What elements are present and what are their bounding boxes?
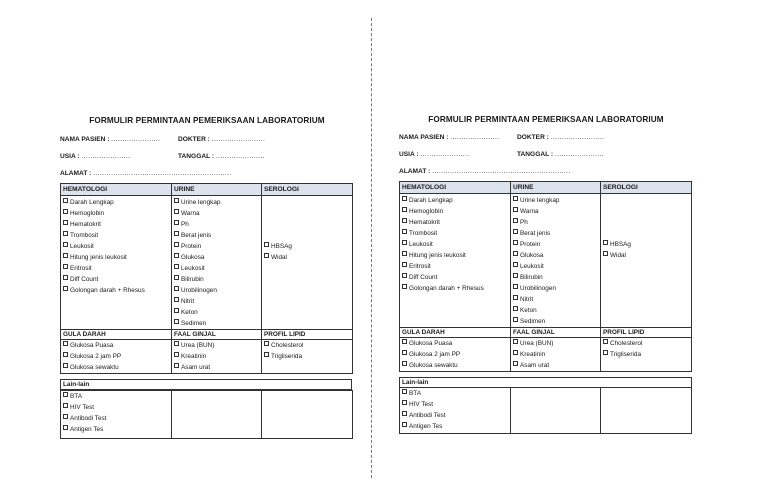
address-label: ALAMAT : xyxy=(60,170,92,177)
date-label: TANGGAL : xyxy=(178,153,215,160)
checkbox-item[interactable]: BTA xyxy=(402,388,508,399)
checkbox-icon[interactable] xyxy=(174,319,179,324)
checkbox-item[interactable]: Urea (BUN) xyxy=(174,340,259,351)
checkbox-icon[interactable] xyxy=(513,196,518,201)
address-blank: .............................................................. xyxy=(93,170,232,177)
checkbox-item[interactable]: HBSAg xyxy=(603,239,689,250)
doctor-blank: ........................ xyxy=(550,134,605,141)
checkbox-icon[interactable] xyxy=(513,295,518,300)
patient-name-field[interactable] xyxy=(60,136,160,143)
header-faal-ginjal: FAAL GINJAL xyxy=(511,328,601,338)
header-urine: URINE xyxy=(511,182,601,194)
checkbox-item[interactable]: Bilirubin xyxy=(513,272,598,283)
header-urine: URINE xyxy=(172,184,262,196)
checkbox-item[interactable]: Warna xyxy=(513,206,598,217)
checkbox-item[interactable]: Glukosa Puasa xyxy=(63,340,169,351)
header-profil-lipid: PROFIL LIPID xyxy=(601,328,692,338)
checkbox-item[interactable]: Sedimen xyxy=(513,316,598,327)
checkbox-item[interactable]: Hitung jenis leukosit xyxy=(402,250,508,261)
checkbox-item[interactable]: Glukosa sewaktu xyxy=(402,360,508,371)
checkbox-icon[interactable] xyxy=(63,352,68,357)
checkbox-icon[interactable] xyxy=(174,363,179,368)
checkbox-icon[interactable] xyxy=(174,264,179,269)
checkbox-item[interactable]: Warna xyxy=(174,208,259,219)
doctor-field[interactable] xyxy=(178,136,265,143)
checkbox-item[interactable]: Hematokrit xyxy=(63,219,169,230)
address-blank: .............................................................. xyxy=(432,168,571,175)
checkbox-item[interactable]: Trombosit xyxy=(63,230,169,241)
checkbox-icon[interactable] xyxy=(63,363,68,368)
checkbox-icon[interactable] xyxy=(402,262,407,267)
age-blank: ...................... xyxy=(81,153,131,160)
checkbox-item[interactable]: Cholesterol xyxy=(603,338,689,349)
checkbox-item[interactable]: Golongan darah + Rhesus xyxy=(63,285,169,296)
checkbox-item[interactable]: Glukosa xyxy=(174,252,259,263)
age-label: USIA : xyxy=(399,151,419,158)
checkbox-icon[interactable] xyxy=(603,251,608,256)
test-table-bottom xyxy=(60,390,353,439)
checkbox-item[interactable]: Darah Lengkap xyxy=(402,195,508,206)
checkbox-icon[interactable] xyxy=(603,240,608,245)
checkbox-icon[interactable] xyxy=(402,218,407,223)
checkbox-item[interactable]: Urobilinogen xyxy=(513,283,598,294)
checkbox-item[interactable]: Urine lengkap xyxy=(513,195,598,206)
checkbox-item[interactable]: Asam urat xyxy=(174,362,259,373)
checkbox-item[interactable]: BTA xyxy=(63,391,169,402)
checkbox-item[interactable]: Widal xyxy=(603,250,689,261)
empty-cell xyxy=(172,391,262,439)
checkbox-item[interactable]: Golongan darah + Rhesus xyxy=(402,283,508,294)
lain-lain-list xyxy=(61,391,172,439)
checkbox-item[interactable]: Kreatinin xyxy=(513,349,598,360)
header-profil-lipid: PROFIL LIPID xyxy=(262,330,353,340)
date-field[interactable] xyxy=(178,153,265,160)
checkbox-icon[interactable] xyxy=(63,392,68,397)
checkbox-item[interactable]: Antigen Tes xyxy=(402,421,508,432)
age-label: USIA : xyxy=(60,153,80,160)
test-table-top xyxy=(60,183,353,374)
checkbox-item[interactable]: Berat jenis xyxy=(513,228,598,239)
checkbox-icon[interactable] xyxy=(174,209,179,214)
checkbox-item[interactable]: Ph xyxy=(513,217,598,228)
hematologi-list xyxy=(61,196,172,330)
gula-darah-list xyxy=(400,338,511,372)
header-hematologi: HEMATOLOGI xyxy=(400,182,511,194)
checkbox-item[interactable]: Nitrit xyxy=(174,296,259,307)
checkbox-icon[interactable] xyxy=(264,253,269,258)
checkbox-icon[interactable] xyxy=(513,229,518,234)
checkbox-icon[interactable] xyxy=(63,242,68,247)
checkbox-item[interactable]: Asam urat xyxy=(513,360,598,371)
patient-name-blank: ...................... xyxy=(111,136,161,143)
checkbox-item[interactable]: Antigen Tes xyxy=(63,424,169,435)
urine-list xyxy=(511,194,601,328)
checkbox-item[interactable]: Ph xyxy=(174,219,259,230)
checkbox-item[interactable]: Widal xyxy=(264,252,350,263)
checkbox-item[interactable]: Glukosa xyxy=(513,250,598,261)
checkbox-item[interactable]: Glukosa 2 jam PP xyxy=(402,349,508,360)
checkbox-icon[interactable] xyxy=(63,414,68,419)
checkbox-icon[interactable] xyxy=(513,350,518,355)
checkbox-icon[interactable] xyxy=(603,350,608,355)
doctor-label: DOKTER : xyxy=(178,136,210,143)
checkbox-icon[interactable] xyxy=(63,209,68,214)
checkbox-icon[interactable] xyxy=(63,253,68,258)
checkbox-icon[interactable] xyxy=(402,284,407,289)
doctor-blank: ........................ xyxy=(211,136,266,143)
patient-name-label: NAMA PASIEN : xyxy=(60,136,110,143)
checkbox-icon[interactable] xyxy=(174,352,179,357)
doctor-label: DOKTER : xyxy=(517,134,549,141)
doctor-field[interactable] xyxy=(517,134,604,141)
checkbox-item[interactable]: Antibodi Test xyxy=(63,413,169,424)
checkbox-icon[interactable] xyxy=(174,198,179,203)
checkbox-item[interactable]: Hitung jenis leukosit xyxy=(63,252,169,263)
checkbox-icon[interactable] xyxy=(63,231,68,236)
checkbox-icon[interactable] xyxy=(402,389,407,394)
checkbox-icon[interactable] xyxy=(402,273,407,278)
empty-cell xyxy=(262,391,353,439)
checkbox-icon[interactable] xyxy=(174,242,179,247)
lain-lain-list xyxy=(400,388,511,434)
test-table-top xyxy=(399,181,692,372)
patient-name-blank: ...................... xyxy=(450,134,500,141)
checkbox-icon[interactable] xyxy=(513,284,518,289)
checkbox-icon[interactable] xyxy=(402,400,407,405)
checkbox-icon[interactable] xyxy=(63,341,68,346)
checkbox-icon[interactable] xyxy=(174,308,179,313)
checkbox-icon[interactable] xyxy=(402,196,407,201)
date-label: TANGGAL : xyxy=(517,151,554,158)
checkbox-icon[interactable] xyxy=(513,273,518,278)
serologi-list xyxy=(262,196,353,330)
checkbox-item[interactable]: Protein xyxy=(513,239,598,250)
checkbox-icon[interactable] xyxy=(174,275,179,280)
checkbox-item[interactable]: HBSAg xyxy=(264,241,350,252)
checkbox-icon[interactable] xyxy=(402,361,407,366)
checkbox-icon[interactable] xyxy=(513,262,518,267)
checkbox-icon[interactable] xyxy=(63,275,68,280)
checkbox-item[interactable]: HIV Test xyxy=(63,402,169,413)
checkbox-icon[interactable] xyxy=(63,286,68,291)
checkbox-item[interactable]: Bilirubin xyxy=(174,274,259,285)
checkbox-icon[interactable] xyxy=(174,286,179,291)
checkbox-icon[interactable] xyxy=(513,306,518,311)
checkbox-item[interactable]: Eritrosit xyxy=(402,261,508,272)
checkbox-icon[interactable] xyxy=(402,411,407,416)
checkbox-item[interactable]: Nitrit xyxy=(513,294,598,305)
hematologi-list xyxy=(400,194,511,328)
urine-list xyxy=(172,196,262,330)
header-gula-darah: GULA DARAH xyxy=(61,330,172,340)
checkbox-item[interactable]: Glukosa sewaktu xyxy=(63,362,169,373)
checkbox-item[interactable]: Trigliserida xyxy=(264,351,350,362)
checkbox-icon[interactable] xyxy=(402,207,407,212)
checkbox-item[interactable]: Diff Count xyxy=(402,272,508,283)
checkbox-item[interactable]: Keton xyxy=(174,307,259,318)
checkbox-item[interactable]: Diff Count xyxy=(63,274,169,285)
checkbox-icon[interactable] xyxy=(402,229,407,234)
checkbox-item[interactable]: Keton xyxy=(513,305,598,316)
checkbox-icon[interactable] xyxy=(513,207,518,212)
address-label: ALAMAT : xyxy=(399,168,431,175)
checkbox-item[interactable]: Cholesterol xyxy=(264,340,350,351)
empty-cell xyxy=(601,378,692,388)
checkbox-icon[interactable] xyxy=(402,350,407,355)
cut-line-divider xyxy=(371,18,372,478)
checkbox-item[interactable]: Leukosit xyxy=(402,239,508,250)
patient-name-field[interactable] xyxy=(399,134,499,141)
checkbox-item[interactable]: Eritrosit xyxy=(63,263,169,274)
lain-lain-header: Lain-lain xyxy=(400,378,511,388)
checkbox-icon[interactable] xyxy=(513,218,518,223)
checkbox-item[interactable]: Hematokrit xyxy=(402,217,508,228)
header-hematologi: HEMATOLOGI xyxy=(61,184,172,196)
checkbox-icon[interactable] xyxy=(264,242,269,247)
checkbox-icon[interactable] xyxy=(402,240,407,245)
empty-cell xyxy=(511,378,601,388)
checkbox-icon[interactable] xyxy=(174,231,179,236)
checkbox-item[interactable]: Protein xyxy=(174,241,259,252)
checkbox-icon[interactable] xyxy=(402,422,407,427)
checkbox-item[interactable]: Hemoglobin xyxy=(402,206,508,217)
faal-ginjal-list xyxy=(511,338,601,372)
checkbox-icon[interactable] xyxy=(402,339,407,344)
checkbox-item[interactable]: Urobilinogen xyxy=(174,285,259,296)
checkbox-icon[interactable] xyxy=(63,403,68,408)
header-serologi: SEROLOGI xyxy=(262,184,353,196)
checkbox-icon[interactable] xyxy=(63,264,68,269)
profil-lipid-list xyxy=(601,338,692,372)
address-field[interactable] xyxy=(399,168,571,175)
empty-cell xyxy=(511,388,601,434)
checkbox-item[interactable]: Urine lengkap xyxy=(174,197,259,208)
checkbox-item[interactable]: Berat jenis xyxy=(174,230,259,241)
date-blank: ...................... xyxy=(215,153,265,160)
checkbox-item[interactable]: HIV Test xyxy=(402,399,508,410)
checkbox-item[interactable]: Glukosa Puasa xyxy=(402,338,508,349)
checkbox-item[interactable]: Urea (BUN) xyxy=(513,338,598,349)
age-field[interactable] xyxy=(60,153,131,160)
age-blank: ...................... xyxy=(420,151,470,158)
checkbox-icon[interactable] xyxy=(174,220,179,225)
checkbox-icon[interactable] xyxy=(603,339,608,344)
profil-lipid-list xyxy=(262,340,353,374)
checkbox-item[interactable]: Trigliserida xyxy=(603,349,689,360)
form-title: FORMULIR PERMINTAAN PEMERIKSAAN LABORATORIUM xyxy=(428,115,664,124)
checkbox-item[interactable]: Leukosit xyxy=(174,263,259,274)
checkbox-icon[interactable] xyxy=(63,425,68,430)
checkbox-item[interactable]: Sedimen xyxy=(174,318,259,329)
checkbox-icon[interactable] xyxy=(513,317,518,322)
header-gula-darah: GULA DARAH xyxy=(400,328,511,338)
age-field[interactable] xyxy=(399,151,470,158)
address-field[interactable] xyxy=(60,170,232,177)
checkbox-item[interactable]: Darah Lengkap xyxy=(63,197,169,208)
header-serologi: SEROLOGI xyxy=(601,182,692,194)
gula-darah-list xyxy=(61,340,172,374)
checkbox-icon[interactable] xyxy=(264,352,269,357)
checkbox-icon[interactable] xyxy=(402,251,407,256)
date-blank: ...................... xyxy=(554,151,604,158)
serologi-list xyxy=(601,194,692,328)
checkbox-item[interactable]: Trombosit xyxy=(402,228,508,239)
checkbox-icon[interactable] xyxy=(174,253,179,258)
checkbox-item[interactable]: Leukosit xyxy=(63,241,169,252)
checkbox-icon[interactable] xyxy=(63,220,68,225)
checkbox-item[interactable]: Antibodi Test xyxy=(402,410,508,421)
checkbox-icon[interactable] xyxy=(63,198,68,203)
checkbox-icon[interactable] xyxy=(513,361,518,366)
empty-cell xyxy=(601,388,692,434)
checkbox-item[interactable]: Glukosa 2 jam PP xyxy=(63,351,169,362)
test-table-bottom xyxy=(399,377,692,434)
form-title: FORMULIR PERMINTAAN PEMERIKSAAN LABORATORIUM xyxy=(89,116,325,125)
checkbox-icon[interactable] xyxy=(513,339,518,344)
checkbox-item[interactable]: Hemoglobin xyxy=(63,208,169,219)
checkbox-icon[interactable] xyxy=(174,341,179,346)
checkbox-icon[interactable] xyxy=(264,341,269,346)
lain-lain-header: Lain-lain xyxy=(60,379,352,390)
checkbox-icon[interactable] xyxy=(513,251,518,256)
faal-ginjal-list xyxy=(172,340,262,374)
checkbox-item[interactable]: Leukosit xyxy=(513,261,598,272)
checkbox-icon[interactable] xyxy=(513,240,518,245)
header-faal-ginjal: FAAL GINJAL xyxy=(172,330,262,340)
checkbox-item[interactable]: Kreatinin xyxy=(174,351,259,362)
date-field[interactable] xyxy=(517,151,604,158)
patient-name-label: NAMA PASIEN : xyxy=(399,134,449,141)
checkbox-icon[interactable] xyxy=(174,297,179,302)
